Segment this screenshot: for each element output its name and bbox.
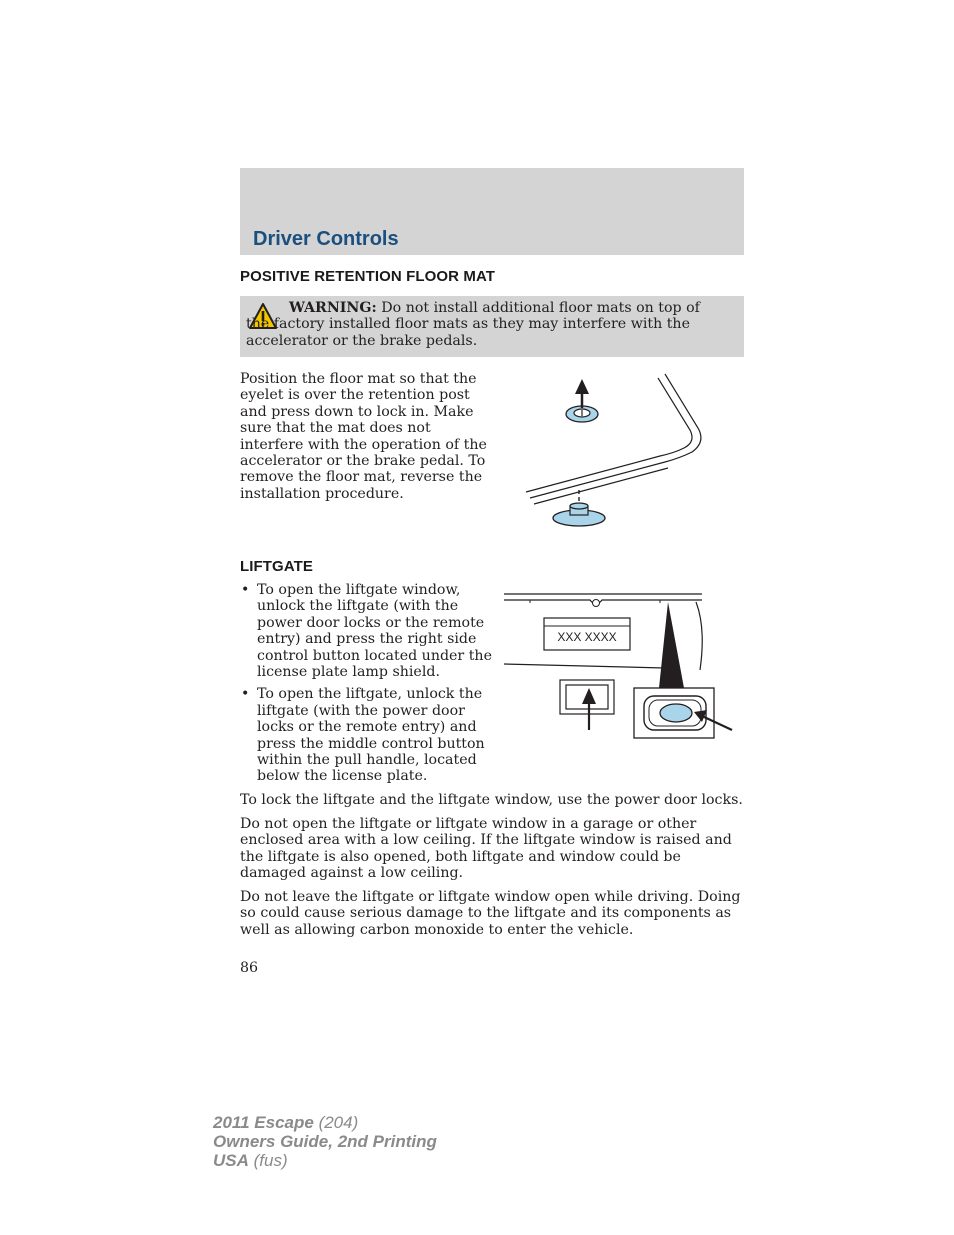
footer-model-code: (204) xyxy=(318,1113,359,1132)
liftgate-low-ceiling-paragraph: Do not open the liftgate or liftgate window in a garage or other enclosed area with a low ceiling. If the liftgate window is raised and the liftgate is also opened, both liftgate and window could be damaged against a low ceiling. xyxy=(240,816,732,882)
page-number: 86 xyxy=(240,960,259,976)
footer-model: 2011 Escape xyxy=(213,1113,314,1132)
liftgate-driving-paragraph: Do not leave the liftgate or liftgate window open while driving. Doing so could cause serious damage to the liftgate and its components as well as allowing carbon monoxide to enter the vehicle. xyxy=(240,889,741,938)
liftgate-lock-paragraph: To lock the liftgate and the liftgate window, use the power door locks. xyxy=(240,792,743,808)
footer-market: USA xyxy=(213,1151,249,1170)
liftgate-heading: LIFTGATE xyxy=(240,558,314,575)
warning-body: Do not install additional floor mats on top of the factory installed floor mats as they may interfere with the accelerator or the brake pedals. xyxy=(246,300,700,349)
list-item xyxy=(240,582,495,680)
liftgate-bullet-list xyxy=(240,582,495,791)
floor-mat-heading: POSITIVE RETENTION FLOOR MAT xyxy=(240,268,496,285)
license-plate-text: XXX XXXX xyxy=(557,630,617,644)
section-header-band xyxy=(240,168,744,255)
liftgate-controls-figure xyxy=(500,588,740,748)
footer-line-model xyxy=(213,1113,437,1132)
list-item xyxy=(240,686,495,784)
bullet-icon: • xyxy=(241,582,250,598)
warning-box xyxy=(240,296,744,357)
floor-mat-instructions: Position the floor mat so that the eyelet is over the retention post and press down to lock in. Make sure that the mat does not interfere with the operation of the accelerator or the brake pedal. To remove the floor mat, reverse the installation procedure. xyxy=(240,371,487,502)
footer-market-code: (fus) xyxy=(253,1151,288,1170)
footer-line-market xyxy=(213,1151,437,1170)
bullet-text: To open the liftgate, unlock the liftgate (with the power door locks or the remote entry) and press the middle control button within the pull handle, located below the license plate. xyxy=(257,686,485,785)
floor-mat-retention-figure xyxy=(520,370,720,540)
document-footer xyxy=(213,1113,437,1170)
bullet-icon: • xyxy=(241,686,250,703)
footer-guide: Owners Guide, 2nd Printing xyxy=(213,1132,437,1151)
section-title: Driver Controls xyxy=(253,228,399,250)
warning-label: WARNING: xyxy=(289,300,377,316)
warning-text xyxy=(246,300,726,349)
footer-line-guide xyxy=(213,1132,437,1151)
bullet-text: To open the liftgate window, unlock the liftgate (with the power door locks or the remote entry) and press the right side control button located under the license plate lamp shield. xyxy=(257,582,492,681)
